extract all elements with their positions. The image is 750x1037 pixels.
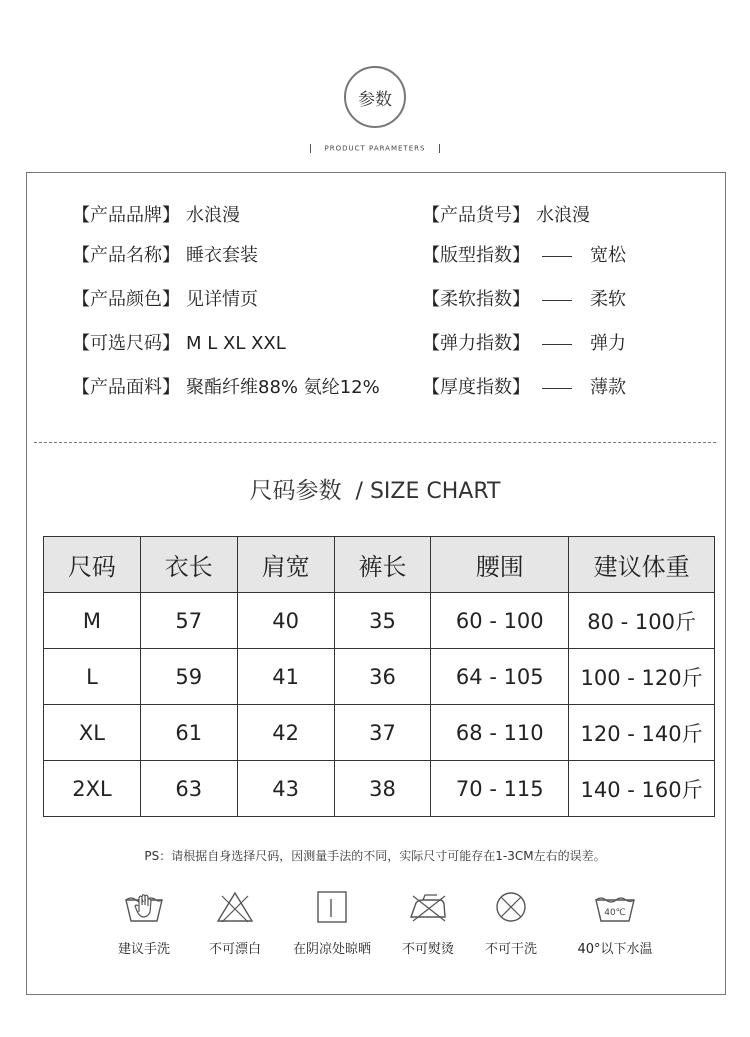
table-cell: 61 bbox=[140, 705, 237, 761]
header-size: 尺码 bbox=[44, 537, 141, 593]
divider bbox=[439, 144, 440, 153]
size-table bbox=[43, 536, 715, 817]
table-row bbox=[44, 761, 715, 817]
header-top-length: 衣长 bbox=[140, 537, 237, 593]
table-cell: 2XL bbox=[44, 761, 141, 817]
dash-line bbox=[542, 300, 572, 301]
param-fabric: 【产品面料】 聚酯纤维88% 氨纶12% bbox=[72, 377, 380, 398]
table-cell: M bbox=[44, 593, 141, 649]
param-fit-index: 【版型指数】 宽松 bbox=[422, 245, 626, 266]
param-sizes: 【可选尺码】 M L XL XXL bbox=[72, 333, 286, 354]
divider bbox=[310, 144, 311, 153]
table-cell: 57 bbox=[140, 593, 237, 649]
care-item-hand-wash: 建议手洗 bbox=[94, 890, 194, 957]
param-name: 【产品名称】 睡衣套装 bbox=[72, 245, 258, 266]
param-thickness-index: 【厚度指数】 薄款 bbox=[422, 377, 626, 398]
param-brand: 【产品品牌】 水浪漫 bbox=[72, 205, 240, 226]
dash-line bbox=[542, 344, 572, 345]
table-cell: 36 bbox=[334, 649, 431, 705]
param-color: 【产品颜色】 见详情页 bbox=[72, 289, 258, 310]
section-divider bbox=[34, 442, 716, 443]
table-cell: 59 bbox=[140, 649, 237, 705]
table-cell: 63 bbox=[140, 761, 237, 817]
no-iron-icon bbox=[407, 890, 449, 924]
table-cell: 140 - 160斤 bbox=[569, 761, 715, 817]
table-cell: L bbox=[44, 649, 141, 705]
subtitle-text: PRODUCT PARAMETERS bbox=[324, 144, 426, 153]
table-cell: 68 - 110 bbox=[431, 705, 569, 761]
table-header-row bbox=[44, 537, 715, 593]
shade-dry-icon bbox=[311, 890, 353, 924]
table-cell: 60 - 100 bbox=[431, 593, 569, 649]
table-row bbox=[44, 593, 715, 649]
table-cell: 43 bbox=[237, 761, 334, 817]
dash-line bbox=[542, 256, 572, 257]
section-badge bbox=[344, 66, 406, 128]
table-cell: 37 bbox=[334, 705, 431, 761]
table-cell: 40 bbox=[237, 593, 334, 649]
care-item-no-bleach: 不可漂白 bbox=[185, 890, 285, 957]
care-item-no-iron: 不可熨烫 bbox=[378, 890, 478, 957]
header-pants-length: 裤长 bbox=[334, 537, 431, 593]
section-subtitle bbox=[0, 144, 750, 153]
table-cell: 41 bbox=[237, 649, 334, 705]
table-cell: 120 - 140斤 bbox=[569, 705, 715, 761]
header-waist: 腰围 bbox=[431, 537, 569, 593]
badge-title: 参数 bbox=[358, 89, 392, 110]
care-item-no-dry-clean: 不可干洗 bbox=[461, 890, 561, 957]
table-row bbox=[44, 705, 715, 761]
hand-wash-icon bbox=[123, 890, 165, 924]
care-item-wash-40: 40℃ 40°以下水温 bbox=[565, 890, 665, 957]
size-chart-title: 尺码参数 / SIZE CHART bbox=[249, 478, 501, 504]
no-bleach-icon bbox=[214, 890, 256, 924]
wash-40-icon bbox=[593, 890, 637, 924]
table-cell: XL bbox=[44, 705, 141, 761]
table-cell: 64 - 105 bbox=[431, 649, 569, 705]
no-dry-clean-icon bbox=[490, 890, 532, 924]
table-row bbox=[44, 649, 715, 705]
wash-temp-text: 40℃ bbox=[604, 908, 626, 918]
param-elasticity-index: 【弹力指数】 弹力 bbox=[422, 333, 626, 354]
param-item-no: 【产品货号】 水浪漫 bbox=[422, 205, 590, 226]
table-cell: 42 bbox=[237, 705, 334, 761]
header-shoulder: 肩宽 bbox=[237, 537, 334, 593]
care-item-shade-dry: 在阴凉处晾晒 bbox=[282, 890, 382, 957]
header-weight: 建议体重 bbox=[569, 537, 715, 593]
table-cell: 38 bbox=[334, 761, 431, 817]
table-cell: 80 - 100斤 bbox=[569, 593, 715, 649]
measurement-note: PS：请根据自身选择尺码，因测量手法的不同，实际尺寸可能存在1-3CM左右的误差。 bbox=[144, 849, 606, 863]
table-cell: 70 - 115 bbox=[431, 761, 569, 817]
table-cell: 100 - 120斤 bbox=[569, 649, 715, 705]
dash-line bbox=[542, 388, 572, 389]
table-cell: 35 bbox=[334, 593, 431, 649]
param-softness-index: 【柔软指数】 柔软 bbox=[422, 289, 626, 310]
